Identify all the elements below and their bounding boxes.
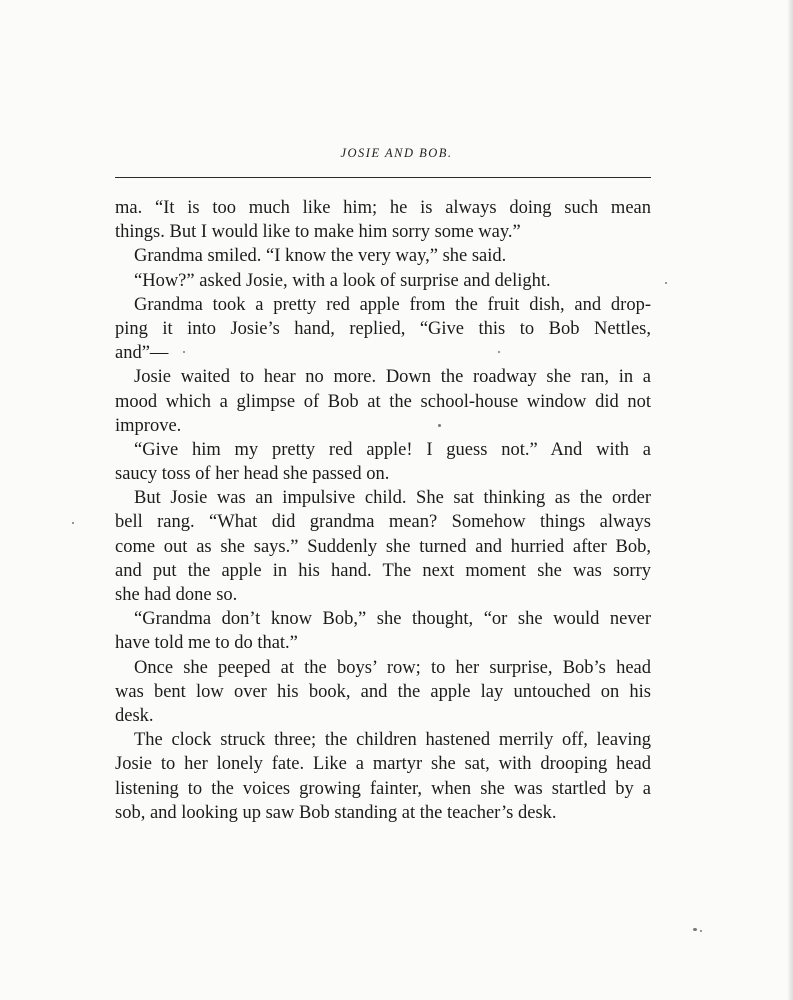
- text-line: Grandma smiled. “I know the very way,” she said.: [134, 246, 507, 267]
- text-line: “Give him my pretty red apple! I guess not.” And with a: [134, 439, 651, 460]
- text-line: ping it into Josie’s hand, replied, “Give this to Bob Nettles,: [115, 318, 651, 339]
- text-line: improve.: [115, 415, 182, 436]
- text-line: have told me to do that.”: [115, 633, 298, 654]
- text-line: Grandma took a pretty red apple from the fruit dish, and drop-: [134, 294, 651, 315]
- header-rule: [115, 177, 651, 178]
- text-line: listening to the voices growing fainter, when she was startled by a: [115, 778, 651, 799]
- text-line: bell rang. “What did grandma mean? Somehow things always: [115, 512, 651, 533]
- text-line: Josie waited to hear no more. Down the roadway she ran, in a: [134, 367, 651, 388]
- page-edge-shadow: [787, 0, 793, 1000]
- page-body-text: [115, 196, 651, 825]
- text-line: saucy toss of her head she passed on.: [115, 464, 390, 485]
- text-line: come out as she says.” Suddenly she turned and hurried after Bob,: [115, 536, 651, 557]
- paper-speck: [72, 522, 74, 524]
- text-line: and”—: [115, 343, 169, 364]
- text-line: “Grandma don’t know Bob,” she thought, “or she would never: [134, 609, 651, 630]
- text-line: sob, and looking up saw Bob standing at the teacher’s desk.: [115, 802, 557, 823]
- paper-speck: [665, 282, 667, 284]
- text-line: mood which a glimpse of Bob at the school-house window did not: [115, 391, 651, 412]
- text-line: desk.: [115, 705, 154, 726]
- text-line: “How?” asked Josie, with a look of surprise and delight.: [134, 270, 551, 291]
- text-line: ma. “It is too much like him; he is always doing such mean: [115, 198, 651, 218]
- paper-speck: [700, 930, 702, 932]
- running-head: JOSIE AND BOB.: [340, 146, 453, 160]
- paper-speck: [693, 928, 697, 931]
- text-line: Josie to her lonely fate. Like a martyr she sat, with drooping head: [115, 754, 651, 775]
- text-line: and put the apple in his hand. The next moment she was sorry: [115, 560, 651, 581]
- text-line: But Josie was an impulsive child. She sat thinking as the order: [134, 488, 651, 509]
- text-line: she had done so.: [115, 585, 238, 605]
- text-line: things. But I would like to make him sorry some way.”: [115, 222, 521, 243]
- text-line: The clock struck three; the children hastened merrily off, leaving: [134, 730, 651, 751]
- text-line: Once she peeped at the boys’ row; to her surprise, Bob’s head: [134, 657, 651, 678]
- text-line: was bent low over his book, and the apple lay untouched on his: [115, 681, 651, 702]
